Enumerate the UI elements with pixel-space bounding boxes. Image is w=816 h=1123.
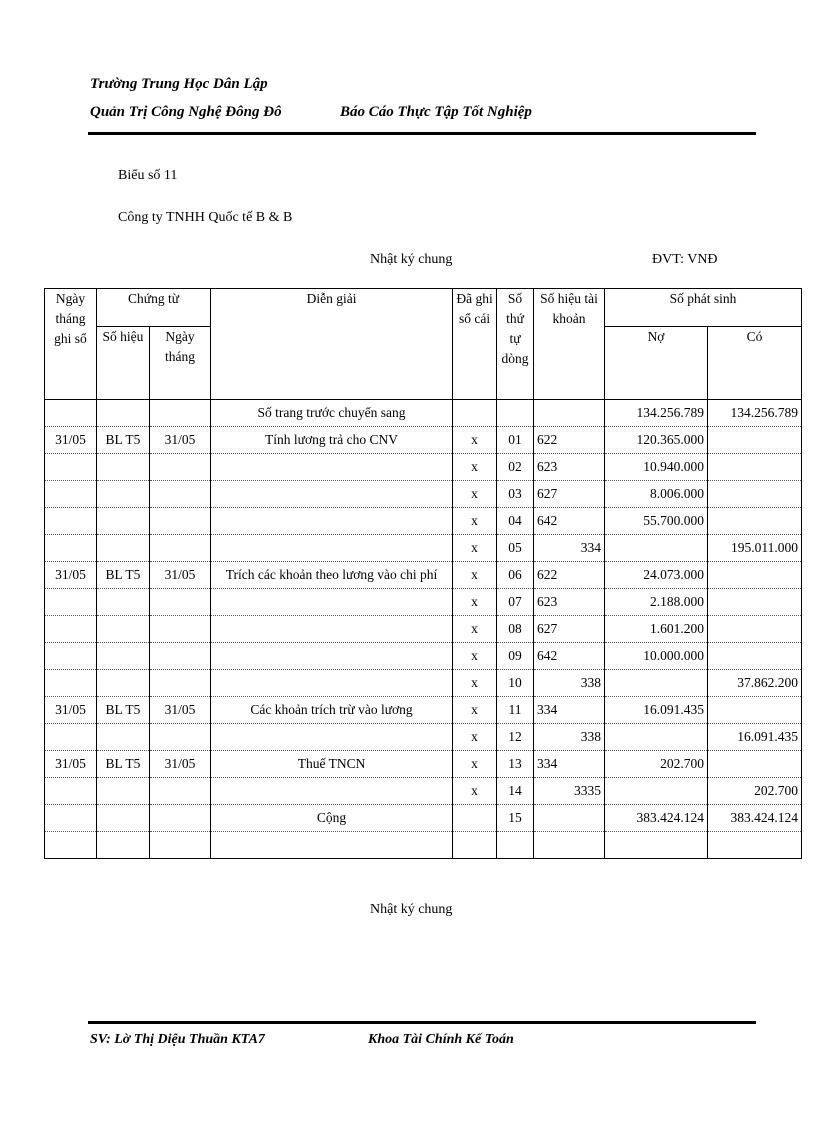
row-voucher-date: 31/05 [150, 751, 211, 778]
row-description [211, 832, 453, 859]
row-account [534, 805, 605, 832]
row-line-number [497, 832, 534, 859]
row-debit: 55.700.000 [605, 508, 708, 535]
row-line-number: 12 [497, 724, 534, 751]
row-voucher-number [97, 535, 150, 562]
row-voucher-number [97, 724, 150, 751]
row-line-number: 14 [497, 778, 534, 805]
row-description [211, 670, 453, 697]
row-description [211, 535, 453, 562]
table-row [45, 724, 802, 751]
table-row [45, 751, 802, 778]
row-debit: 10.000.000 [605, 643, 708, 670]
row-line-number: 09 [497, 643, 534, 670]
row-debit [605, 724, 708, 751]
row-date: 31/05 [45, 562, 97, 589]
row-voucher-number [97, 643, 150, 670]
row-credit: 195.011.000 [708, 535, 802, 562]
row-credit: 383.424.124 [708, 805, 802, 832]
row-posted-mark: x [453, 616, 497, 643]
row-line-number: 15 [497, 805, 534, 832]
row-voucher-number [97, 616, 150, 643]
row-line-number [497, 400, 534, 427]
row-date [45, 454, 97, 481]
row-debit [605, 535, 708, 562]
row-credit [708, 454, 802, 481]
row-credit [708, 508, 802, 535]
row-debit [605, 670, 708, 697]
row-debit [605, 832, 708, 859]
row-debit: 383.424.124 [605, 805, 708, 832]
header-debit: Nợ [605, 326, 708, 399]
row-debit [605, 778, 708, 805]
row-description: Các khoản trích trừ vào lương [211, 697, 453, 724]
row-description: Số trang trước chuyển sang [211, 400, 453, 427]
row-date [45, 535, 97, 562]
row-voucher-date [150, 535, 211, 562]
row-line-number: 13 [497, 751, 534, 778]
row-voucher-number [97, 805, 150, 832]
row-voucher-date [150, 643, 211, 670]
row-posted-mark: x [453, 508, 497, 535]
row-date [45, 508, 97, 535]
row-voucher-date: 31/05 [150, 562, 211, 589]
row-date [45, 805, 97, 832]
row-debit: 10.940.000 [605, 454, 708, 481]
header-description: Diễn giải [211, 289, 453, 400]
row-account: 3335 [534, 778, 605, 805]
row-credit: 134.256.789 [708, 400, 802, 427]
row-credit [708, 697, 802, 724]
row-date [45, 643, 97, 670]
row-credit [708, 589, 802, 616]
header-amount: Số phát sinh [605, 289, 802, 327]
row-description [211, 643, 453, 670]
row-voucher-date [150, 778, 211, 805]
row-posted-mark: x [453, 481, 497, 508]
row-posted-mark: x [453, 643, 497, 670]
school-name: Trường Trung Học Dân Lập [90, 76, 268, 92]
table-row [45, 778, 802, 805]
row-account: 623 [534, 454, 605, 481]
row-description: Thuế TNCN [211, 751, 453, 778]
row-description [211, 778, 453, 805]
form-number: Biểu số 11 [118, 168, 178, 183]
table-row [45, 643, 802, 670]
header-voucher-date: Ngày tháng [150, 326, 211, 399]
row-line-number: 07 [497, 589, 534, 616]
row-account [534, 832, 605, 859]
footer-rule [88, 1021, 756, 1024]
table-row [45, 481, 802, 508]
row-voucher-date [150, 616, 211, 643]
row-posted-mark [453, 832, 497, 859]
header-account: Số hiệu tài khoản [534, 289, 605, 400]
row-voucher-date [150, 724, 211, 751]
row-credit [708, 832, 802, 859]
table-row [45, 454, 802, 481]
row-voucher-number [97, 832, 150, 859]
row-description: Cộng [211, 805, 453, 832]
table-row [45, 508, 802, 535]
row-debit: 120.365.000 [605, 427, 708, 454]
row-voucher-number [97, 778, 150, 805]
row-posted-mark: x [453, 778, 497, 805]
row-posted-mark: x [453, 454, 497, 481]
company-name: Công ty TNHH Quốc tế B & B [118, 210, 293, 225]
row-debit: 2.188.000 [605, 589, 708, 616]
row-debit: 8.006.000 [605, 481, 708, 508]
row-voucher-date [150, 481, 211, 508]
row-account: 334 [534, 751, 605, 778]
row-date [45, 724, 97, 751]
row-voucher-number [97, 454, 150, 481]
row-account: 622 [534, 562, 605, 589]
row-debit: 16.091.435 [605, 697, 708, 724]
row-account: 338 [534, 724, 605, 751]
table-row [45, 589, 802, 616]
row-line-number: 01 [497, 427, 534, 454]
row-line-number: 04 [497, 508, 534, 535]
row-posted-mark [453, 805, 497, 832]
row-account: 334 [534, 535, 605, 562]
row-voucher-number: BL T5 [97, 697, 150, 724]
row-posted-mark: x [453, 697, 497, 724]
row-voucher-number [97, 400, 150, 427]
row-date [45, 400, 97, 427]
header-posted: Đã ghi sổ cái [453, 289, 497, 400]
row-account: 622 [534, 427, 605, 454]
row-voucher-date [150, 400, 211, 427]
row-account: 642 [534, 643, 605, 670]
row-line-number: 02 [497, 454, 534, 481]
row-debit: 202.700 [605, 751, 708, 778]
row-description [211, 589, 453, 616]
row-voucher-date [150, 805, 211, 832]
row-description [211, 481, 453, 508]
row-description [211, 724, 453, 751]
header-rule [88, 132, 756, 135]
row-credit [708, 481, 802, 508]
row-date [45, 778, 97, 805]
row-debit: 134.256.789 [605, 400, 708, 427]
row-voucher-date [150, 670, 211, 697]
table-row [45, 697, 802, 724]
row-description: Trích các khoản theo lương vào chi phí [211, 562, 453, 589]
table-row [45, 805, 802, 832]
row-description [211, 454, 453, 481]
row-voucher-number: BL T5 [97, 427, 150, 454]
row-line-number: 03 [497, 481, 534, 508]
header-voucher-number: Số hiệu [97, 326, 150, 399]
table-row [45, 400, 802, 427]
school-name-line2: Quản Trị Công Nghệ Đông Đô [90, 104, 282, 120]
header-credit: Có [708, 326, 802, 399]
row-credit [708, 562, 802, 589]
table-row [45, 832, 802, 859]
row-line-number: 10 [497, 670, 534, 697]
row-credit [708, 751, 802, 778]
row-account: 623 [534, 589, 605, 616]
row-voucher-number: BL T5 [97, 562, 150, 589]
row-debit: 24.073.000 [605, 562, 708, 589]
row-line-number: 08 [497, 616, 534, 643]
row-posted-mark: x [453, 724, 497, 751]
row-debit: 1.601.200 [605, 616, 708, 643]
row-account: 338 [534, 670, 605, 697]
row-credit: 37.862.200 [708, 670, 802, 697]
currency-unit: ĐVT: VNĐ [652, 252, 718, 267]
row-credit [708, 643, 802, 670]
table-caption: Nhật ký chung [370, 902, 453, 917]
row-credit: 202.700 [708, 778, 802, 805]
row-account: 642 [534, 508, 605, 535]
row-account [534, 400, 605, 427]
row-credit [708, 427, 802, 454]
row-voucher-date: 31/05 [150, 427, 211, 454]
row-date: 31/05 [45, 427, 97, 454]
row-voucher-number [97, 481, 150, 508]
table-row [45, 427, 802, 454]
row-description [211, 616, 453, 643]
row-posted-mark: x [453, 751, 497, 778]
row-voucher-number [97, 589, 150, 616]
table-row [45, 562, 802, 589]
row-date: 31/05 [45, 751, 97, 778]
student-info: SV: Lờ Thị Diệu Thuần KTA7 [90, 1032, 265, 1047]
row-voucher-date: 31/05 [150, 697, 211, 724]
row-credit [708, 616, 802, 643]
row-description [211, 508, 453, 535]
table-row [45, 535, 802, 562]
row-line-number: 06 [497, 562, 534, 589]
row-posted-mark [453, 400, 497, 427]
row-description: Tính lương trả cho CNV [211, 427, 453, 454]
row-voucher-number: BL T5 [97, 751, 150, 778]
row-date [45, 670, 97, 697]
table-row [45, 670, 802, 697]
row-posted-mark: x [453, 427, 497, 454]
row-date [45, 481, 97, 508]
header-voucher: Chứng từ [97, 289, 211, 327]
journal-title: Nhật ký chung [370, 252, 453, 267]
row-account: 627 [534, 481, 605, 508]
row-date [45, 589, 97, 616]
row-voucher-date [150, 832, 211, 859]
faculty-name: Khoa Tài Chính Kế Toán [368, 1032, 514, 1047]
row-voucher-date [150, 454, 211, 481]
row-posted-mark: x [453, 562, 497, 589]
row-line-number: 11 [497, 697, 534, 724]
row-account: 627 [534, 616, 605, 643]
report-title: Báo Cáo Thực Tập Tốt Nghiệp [340, 104, 532, 120]
row-account: 334 [534, 697, 605, 724]
row-voucher-date [150, 589, 211, 616]
header-line-number: Số thứ tự dòng [497, 289, 534, 400]
header-date: Ngày tháng ghi sổ [45, 289, 97, 400]
row-posted-mark: x [453, 670, 497, 697]
row-voucher-date [150, 508, 211, 535]
general-journal-table [44, 288, 802, 859]
table-row [45, 616, 802, 643]
row-voucher-number [97, 508, 150, 535]
row-line-number: 05 [497, 535, 534, 562]
row-posted-mark: x [453, 589, 497, 616]
row-voucher-number [97, 670, 150, 697]
row-date [45, 616, 97, 643]
row-date [45, 832, 97, 859]
row-date: 31/05 [45, 697, 97, 724]
row-credit: 16.091.435 [708, 724, 802, 751]
row-posted-mark: x [453, 535, 497, 562]
